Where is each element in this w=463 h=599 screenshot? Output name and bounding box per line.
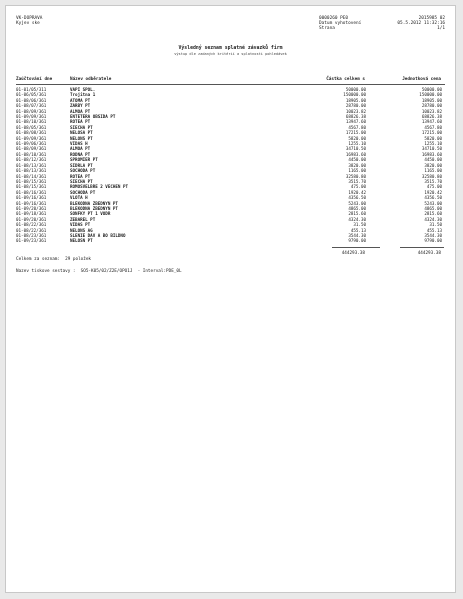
row-amount: 455.13 [350, 227, 366, 233]
row-name: SPROMIER PT [70, 157, 98, 163]
row-date: 01-08/22/361 [16, 227, 47, 233]
row-amount: 4356.50 [348, 195, 366, 201]
row-unit-price: 4865.00 [424, 205, 442, 211]
row-name: ALMOA PT [70, 146, 91, 152]
row-name: VIDAS H [70, 141, 88, 147]
row-unit-price: 3515.70 [424, 178, 442, 184]
row-date: 01-09/16/361 [16, 195, 47, 201]
row-date: 01-08/12/361 [16, 157, 47, 163]
row-date: 01-08/10/361 [16, 151, 47, 157]
row-unit-price: 13947.60 [421, 119, 442, 125]
row-name: ZEBAREL PT [70, 216, 96, 222]
row-date: 01-08/05/361 [16, 124, 47, 130]
row-date: 01-08/08/361 [16, 130, 47, 136]
row-date: 01-06/05/361 [16, 92, 47, 98]
row-name: VLOTA H [70, 195, 88, 201]
row-unit-price: 2815.60 [424, 211, 442, 217]
column-header-date: Zaúčtování dne [16, 77, 53, 82]
row-date: 01-09/20/361 [16, 205, 47, 211]
report-subtitle: výstup dle zadaných kritérií a splatnosti pohledávek [174, 52, 287, 56]
row-unit-price: 5243.00 [424, 200, 442, 206]
row-name: ENTETERA OBSIDA PT [70, 114, 116, 120]
company-name: VK-DOPRAVA [16, 16, 43, 21]
total-unit-price: 444293.38 [417, 251, 441, 256]
row-unit-price: 18905.00 [421, 97, 442, 103]
document-code: 2015985 02 [418, 16, 445, 21]
row-date: 01-08/13/361 [16, 162, 47, 168]
summary-line: Celkem za seznam: 29 položek [16, 257, 92, 262]
row-unit-price: 31.50 [429, 222, 442, 228]
row-unit-price: 17215.00 [421, 130, 442, 136]
row-unit-price: 1165.00 [424, 168, 442, 174]
row-date: 01-08/15/361 [16, 184, 47, 190]
row-name: SIDRLA PT [70, 162, 93, 168]
row-date: 01-08/09/361 [16, 146, 47, 152]
row-name: ALMOA PT [70, 108, 91, 114]
row-unit-price: 34710.50 [421, 146, 442, 152]
row-name: NELOSN PT [70, 238, 93, 244]
row-amount: 150000.00 [343, 92, 366, 98]
row-amount: 475.00 [350, 184, 366, 190]
row-name: SIECHA PT [70, 124, 93, 130]
row-date: 01-09/23/361 [16, 238, 47, 244]
row-unit-price: 3820.00 [424, 162, 442, 168]
row-amount: 31.50 [353, 222, 366, 228]
row-date: 01-09/06/361 [16, 141, 47, 147]
row-unit-price: 455.13 [426, 227, 442, 233]
row-unit-price: 4450.00 [424, 157, 442, 163]
print-date: 05.5.2012 11:32:16 [397, 21, 445, 26]
table-row [16, 238, 446, 243]
row-amount: 18905.00 [345, 97, 366, 103]
branch-name: Kyjev ske [16, 21, 40, 26]
row-amount: 1255.10 [348, 141, 366, 147]
row-amount: 9790.00 [348, 238, 366, 244]
row-date: 01-08/09/361 [16, 108, 47, 114]
page-number: 1/1 [437, 26, 445, 31]
report-table-body [16, 87, 446, 244]
row-name: NELONS AG [70, 227, 93, 233]
row-amount: 3544.30 [348, 232, 366, 238]
row-name: VIDAS PT [70, 222, 91, 228]
row-amount: 3515.70 [348, 178, 366, 184]
row-amount: 17215.00 [345, 130, 366, 136]
row-amount: 10023.82 [345, 108, 366, 114]
row-unit-price: 28780.00 [421, 103, 442, 109]
row-unit-price: 68826.38 [421, 114, 442, 120]
total-amount: 444293.38 [341, 251, 365, 256]
row-date: 01-08/16/361 [16, 189, 47, 195]
row-name: BLEKODNA ZBEDNYN PT [70, 200, 118, 206]
total-rule-unit [400, 247, 444, 248]
row-unit-price: 475.00 [426, 184, 442, 190]
row-amount: 16983.60 [345, 151, 366, 157]
row-date: 01-08/06/361 [16, 97, 47, 103]
row-amount: 4324.30 [348, 216, 366, 222]
row-date: 01-09/20/361 [16, 216, 47, 222]
row-name: SOCHODA PT [70, 168, 96, 174]
row-date: 01-08/23/361 [16, 232, 47, 238]
row-amount: 3820.00 [348, 162, 366, 168]
print-date-label: Datum vyhotovení [319, 21, 362, 26]
column-header-name: Název odběratele [70, 77, 112, 82]
row-date: 01-09/18/361 [16, 211, 47, 217]
query-line: Nazev tiskove sestavy : SO5-K05/02/Z2E/OPO1J - Interval:PDE_0L [16, 269, 182, 274]
row-amount: 4450.00 [348, 157, 366, 163]
row-unit-price: 1920.42 [424, 189, 442, 195]
row-date: 01-08/07/361 [16, 103, 47, 109]
row-unit-price: 10023.82 [421, 108, 442, 114]
row-amount: 5820.00 [348, 135, 366, 141]
row-date: 01-08/14/361 [16, 173, 47, 179]
row-amount: 32580.80 [345, 173, 366, 179]
row-name: SONFKY PT 1 VODR [70, 211, 111, 217]
row-unit-price: 9790.00 [424, 238, 442, 244]
row-unit-price: 4567.80 [424, 124, 442, 130]
row-name: SOCHODA PT [70, 189, 96, 195]
row-name: NELOSA PT [70, 130, 93, 136]
row-name: ATOMA PT [70, 97, 91, 103]
column-header-unit-price: Jednotková cena [402, 77, 441, 82]
row-name: ZARBY PT [70, 103, 91, 109]
row-amount: 5243.00 [348, 200, 366, 206]
row-date: 01-01/05/311 [16, 87, 47, 92]
column-header-amount: Částka celkem s [326, 77, 365, 82]
row-name: RODNA PT [70, 151, 91, 157]
document-reference: 0000260 PE0 [319, 16, 349, 21]
row-amount: 1920.42 [348, 189, 366, 195]
row-amount: 1165.00 [348, 168, 366, 174]
row-name: BLEKODNA ZBEDNYN PT [70, 205, 118, 211]
row-date: 01-09/09/361 [16, 135, 47, 141]
row-name: NELONS PT [70, 135, 93, 141]
total-rule-amount [332, 247, 380, 248]
row-amount: 50000.00 [345, 87, 366, 92]
row-name: Trojitna 1 [70, 92, 96, 98]
row-unit-price: 32580.80 [421, 173, 442, 179]
row-date: 01-09/09/361 [16, 114, 47, 120]
row-amount: 28780.00 [345, 103, 366, 109]
row-date: 01-09/16/361 [16, 200, 47, 206]
row-unit-price: 16983.60 [421, 151, 442, 157]
row-amount: 68826.38 [345, 114, 366, 120]
row-name: ROTEA PT [70, 119, 91, 125]
row-name: SLENIE DAV A BO BILDNO [70, 232, 126, 238]
page-number-label: Strana [319, 26, 335, 31]
row-amount: 4567.80 [348, 124, 366, 130]
row-unit-price: 5820.00 [424, 135, 442, 141]
row-name: VAPI SPOL. [70, 87, 96, 92]
row-unit-price: 4324.30 [424, 216, 442, 222]
header-rule [16, 84, 445, 85]
row-date: 01-08/10/361 [16, 119, 47, 125]
row-unit-price: 1255.10 [424, 141, 442, 147]
row-date: 01-08/15/361 [16, 178, 47, 184]
row-amount: 2815.60 [348, 211, 366, 217]
row-amount: 4865.00 [348, 205, 366, 211]
row-name: ROTEA PT [70, 173, 91, 179]
report-title: Výsledný seznam splatné závazků firm [178, 46, 283, 51]
row-unit-price: 4356.50 [424, 195, 442, 201]
row-unit-price: 150000.00 [419, 92, 442, 98]
row-amount: 34710.50 [345, 146, 366, 152]
row-name: SIECHA PT [70, 178, 93, 184]
report-page [5, 5, 456, 593]
row-name: ROMOSVELBRE 2 VECHEN PT [70, 184, 128, 190]
row-unit-price: 3544.30 [424, 232, 442, 238]
row-date: 01-08/13/361 [16, 168, 47, 174]
row-date: 01-08/22/361 [16, 222, 47, 228]
row-unit-price: 50000.00 [421, 87, 442, 92]
row-amount: 13947.60 [345, 119, 366, 125]
